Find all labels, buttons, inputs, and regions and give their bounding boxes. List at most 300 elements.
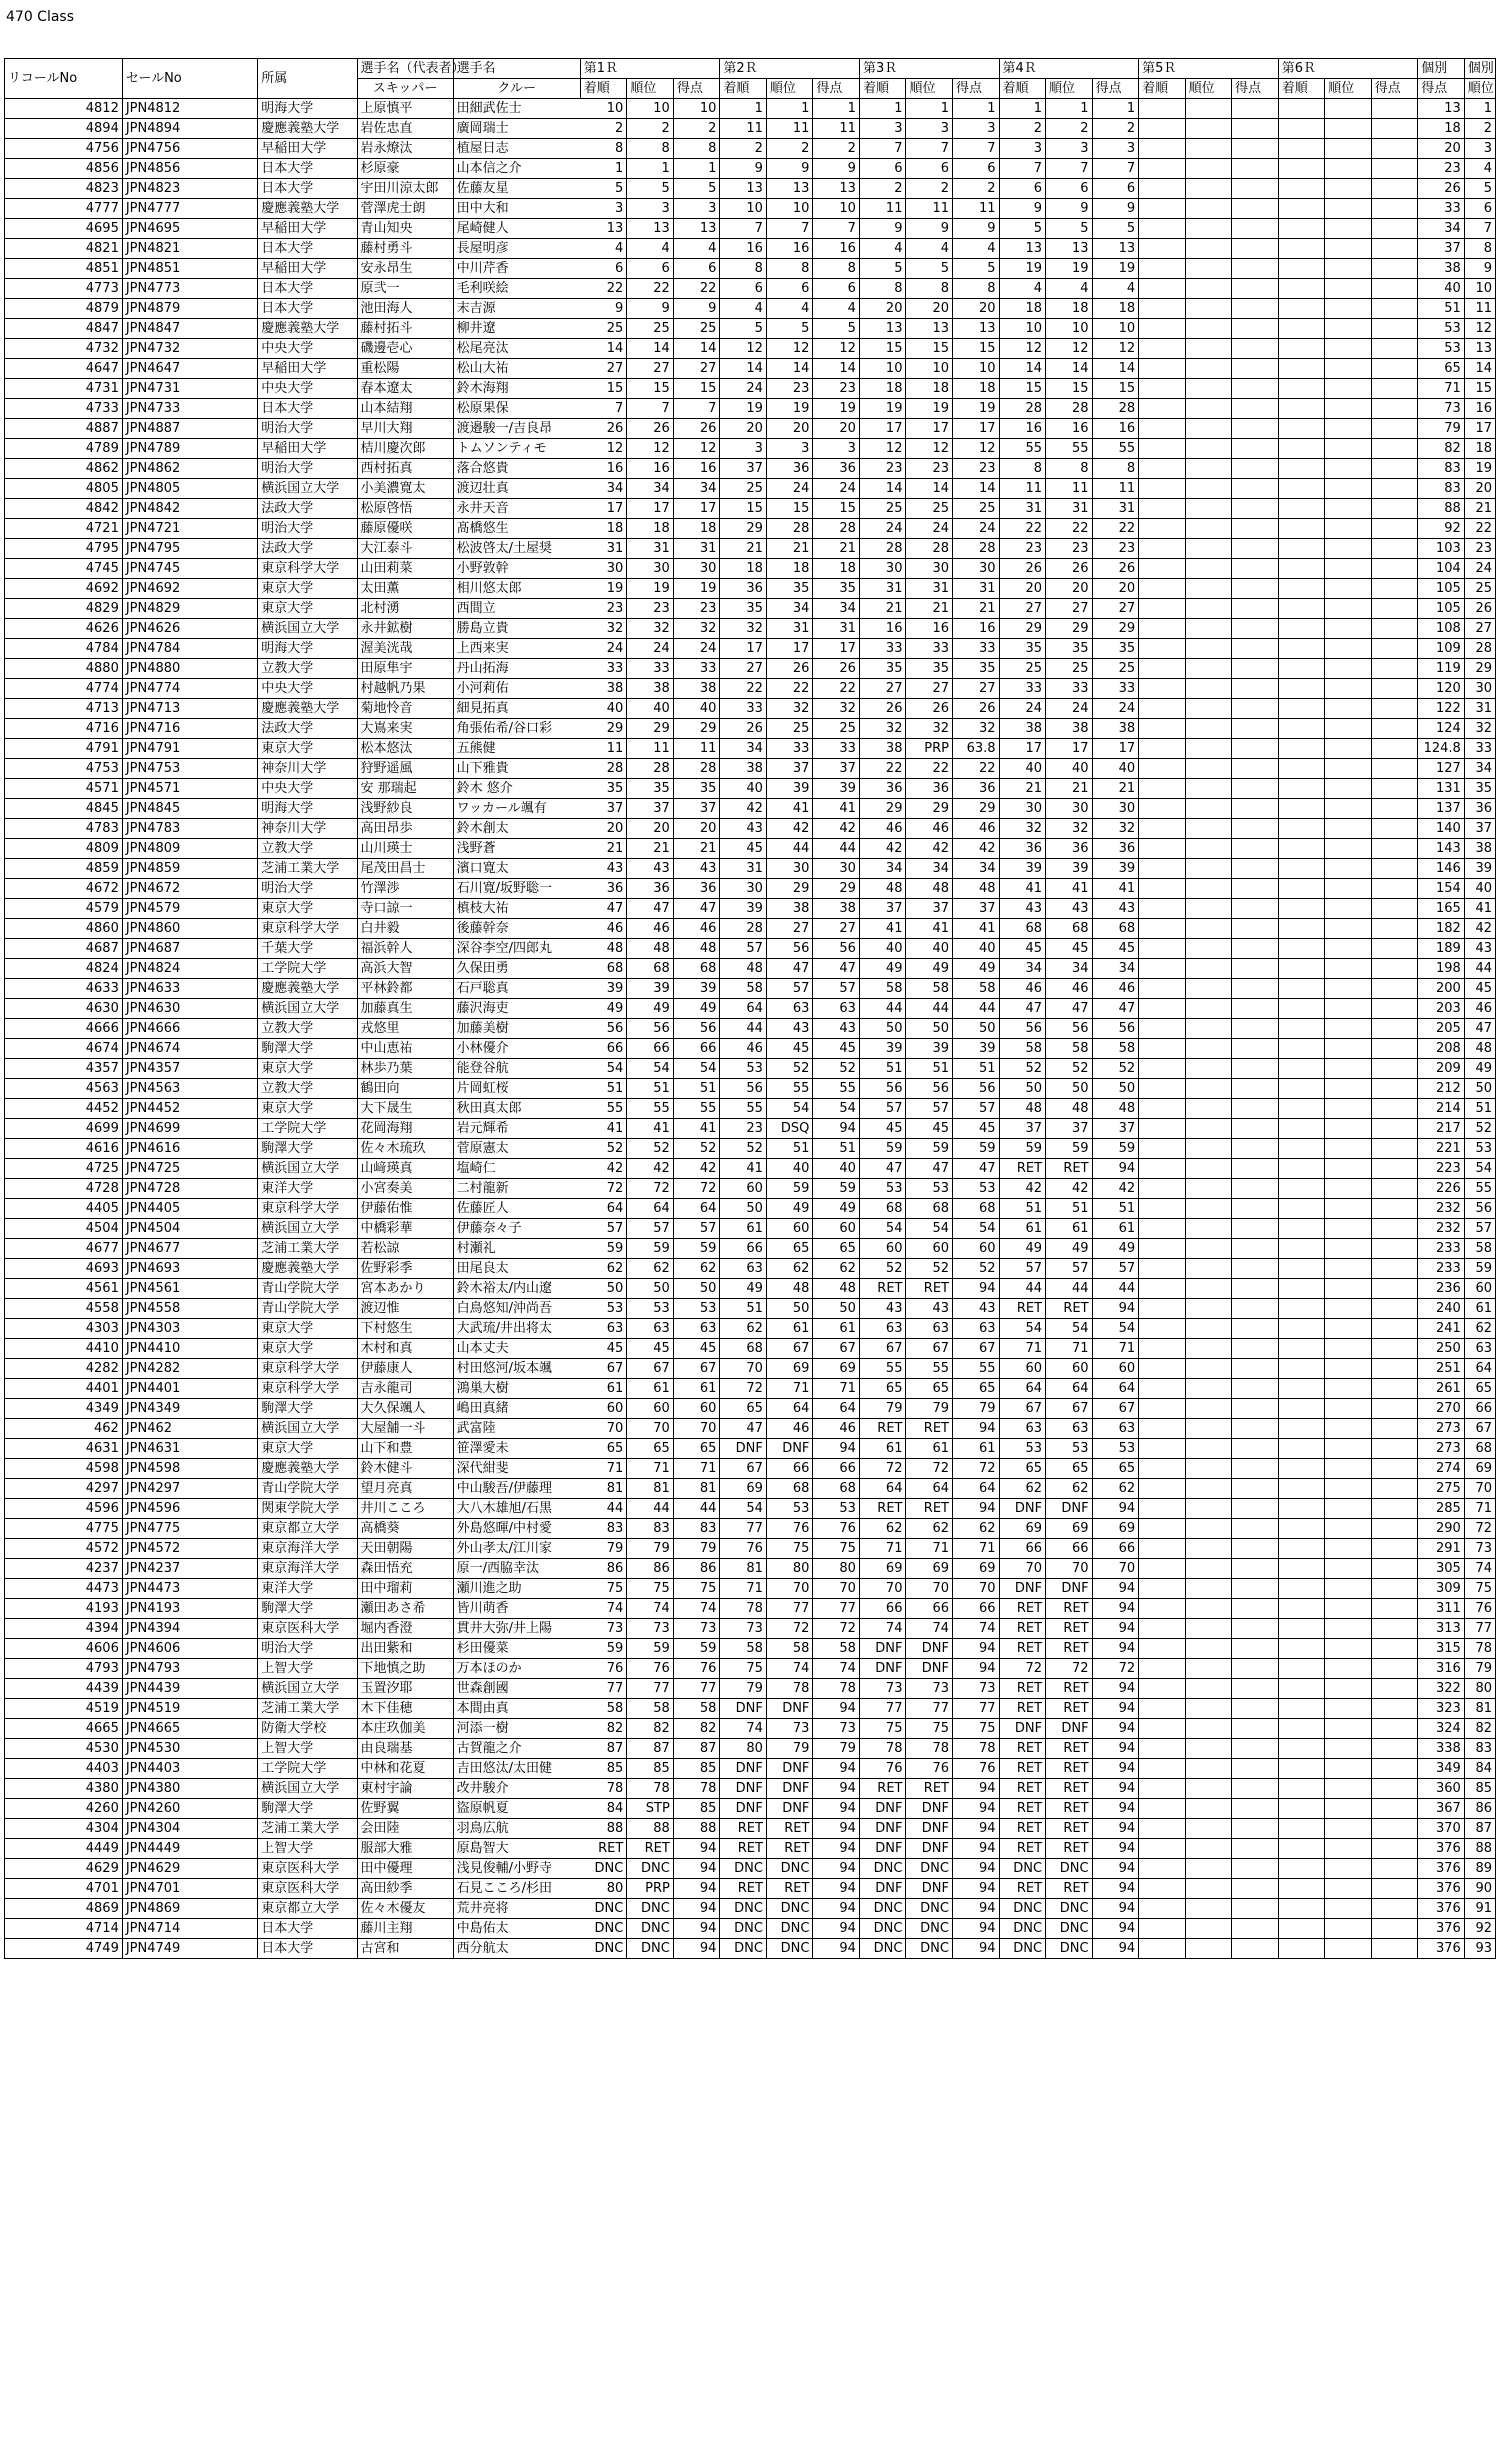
total-points-cell: 240	[1418, 1299, 1465, 1319]
race-6-points-cell	[1371, 339, 1418, 359]
race-3-points-cell: 25	[952, 499, 999, 519]
skipper-cell: 寺口諒一	[357, 899, 453, 919]
race-4-points-cell: 49	[1092, 1239, 1139, 1259]
table-row	[5, 859, 1496, 879]
race-3-place-cell: 8	[906, 279, 953, 299]
race-3-finish-cell: 38	[859, 739, 906, 759]
race-2-finish-cell: 81	[720, 1559, 767, 1579]
sail-no-cell: JPN4699	[122, 1119, 257, 1139]
race-4-place-cell: 45	[1046, 939, 1093, 959]
race-5-place-cell	[1185, 939, 1232, 959]
race-3-points-cell: 74	[952, 1619, 999, 1639]
total-points-cell: 124.8	[1418, 739, 1465, 759]
race-5-points-cell	[1232, 1679, 1279, 1699]
total-points-cell: 261	[1418, 1379, 1465, 1399]
race-5-points-cell	[1232, 1559, 1279, 1579]
race-6-points-cell	[1371, 679, 1418, 699]
race-5-place-cell	[1185, 139, 1232, 159]
race-4-place-cell: DNC	[1046, 1899, 1093, 1919]
race-4-finish-cell: 16	[999, 419, 1046, 439]
sail-no-cell: JPN4405	[122, 1199, 257, 1219]
race-1-points-cell: 72	[673, 1179, 720, 1199]
race-2-finish-cell: 19	[720, 399, 767, 419]
race-3-place-cell: 21	[906, 599, 953, 619]
race-1-place-cell: 33	[627, 659, 674, 679]
crew-cell: 吉田悠汰/太田健	[453, 1759, 580, 1779]
race-2-place-cell: 18	[766, 559, 813, 579]
race-2-place-cell: DSQ	[766, 1119, 813, 1139]
race-1-points-cell: 59	[673, 1639, 720, 1659]
race-1-finish-cell: 83	[580, 1519, 627, 1539]
race-1-finish-cell: 66	[580, 1039, 627, 1059]
race-1-place-cell: 83	[627, 1519, 674, 1539]
race-4-finish-cell: RET	[999, 1739, 1046, 1759]
race-3-place-cell: 49	[906, 959, 953, 979]
race-1-place-cell: 30	[627, 559, 674, 579]
race-4-place-cell: RET	[1046, 1779, 1093, 1799]
race-6-points-cell	[1371, 639, 1418, 659]
race-3-points-cell: 53	[952, 1179, 999, 1199]
race-3-points-cell: 67	[952, 1339, 999, 1359]
race-1-finish-cell: 26	[580, 419, 627, 439]
recall-no-cell: 4380	[5, 1779, 123, 1799]
race-3-place-cell: 7	[906, 139, 953, 159]
race-1-place-cell: 6	[627, 259, 674, 279]
table-row	[5, 1259, 1496, 1279]
race-5-points-cell	[1232, 1059, 1279, 1079]
race-6-finish-cell	[1278, 1279, 1325, 1299]
race-2-points-cell: 40	[813, 1159, 860, 1179]
recall-no-cell: 4732	[5, 339, 123, 359]
total-points-cell: 290	[1418, 1519, 1465, 1539]
recall-no-cell: 4297	[5, 1479, 123, 1499]
affiliation-cell: 横浜国立大学	[258, 1159, 357, 1179]
recall-no-cell: 4775	[5, 1519, 123, 1539]
race-3-place-cell: DNF	[906, 1639, 953, 1659]
recall-no-cell: 4749	[5, 1939, 123, 1959]
sail-no-cell: JPN4357	[122, 1059, 257, 1079]
race-5-finish-cell	[1139, 1199, 1186, 1219]
skipper-cell: 佐野彩季	[357, 1259, 453, 1279]
sail-no-cell: JPN4823	[122, 179, 257, 199]
header-total-sub-1: 得点	[1418, 79, 1465, 99]
race-4-points-cell: 69	[1092, 1519, 1139, 1539]
race-5-finish-cell	[1139, 479, 1186, 499]
race-2-finish-cell: 37	[720, 459, 767, 479]
race-5-points-cell	[1232, 299, 1279, 319]
race-2-finish-cell: 3	[720, 439, 767, 459]
race-5-place-cell	[1185, 1219, 1232, 1239]
table-row	[5, 899, 1496, 919]
total-points-cell: 349	[1418, 1759, 1465, 1779]
race-6-finish-cell	[1278, 539, 1325, 559]
race-4-finish-cell: 37	[999, 1119, 1046, 1139]
sail-no-cell: JPN4713	[122, 699, 257, 719]
skipper-cell: 高田紗季	[357, 1879, 453, 1899]
race-6-points-cell	[1371, 179, 1418, 199]
race-1-finish-cell: 58	[580, 1699, 627, 1719]
race-3-points-cell: 30	[952, 559, 999, 579]
race-6-points-cell	[1371, 1919, 1418, 1939]
race-4-finish-cell: 71	[999, 1339, 1046, 1359]
race-2-finish-cell: 68	[720, 1339, 767, 1359]
affiliation-cell: 関東学院大学	[258, 1499, 357, 1519]
overall-rank-cell: 44	[1464, 959, 1495, 979]
race-3-place-cell: 28	[906, 539, 953, 559]
race-5-points-cell	[1232, 359, 1279, 379]
header-race-1: 第1Ｒ	[580, 59, 720, 79]
race-1-finish-cell: 33	[580, 659, 627, 679]
race-1-finish-cell: 67	[580, 1359, 627, 1379]
overall-rank-cell: 78	[1464, 1639, 1495, 1659]
crew-cell: 貫井大弥/井上陽	[453, 1619, 580, 1639]
race-6-finish-cell	[1278, 1199, 1325, 1219]
race-2-place-cell: 75	[766, 1539, 813, 1559]
race-3-points-cell: 36	[952, 779, 999, 799]
affiliation-cell: 東京科学大学	[258, 1199, 357, 1219]
race-2-finish-cell: 55	[720, 1099, 767, 1119]
race-3-place-cell: 63	[906, 1319, 953, 1339]
affiliation-cell: 日本大学	[258, 279, 357, 299]
affiliation-cell: 日本大学	[258, 179, 357, 199]
race-5-finish-cell	[1139, 1139, 1186, 1159]
race-1-place-cell: 27	[627, 359, 674, 379]
race-6-place-cell	[1325, 279, 1372, 299]
skipper-cell: 狩野遥風	[357, 759, 453, 779]
race-2-place-cell: 64	[766, 1399, 813, 1419]
race-5-points-cell	[1232, 1239, 1279, 1259]
race-2-points-cell: 31	[813, 619, 860, 639]
race-6-place-cell	[1325, 419, 1372, 439]
skipper-cell: 会田陸	[357, 1819, 453, 1839]
skipper-cell: 大屋舗一斗	[357, 1419, 453, 1439]
affiliation-cell: 東京科学大学	[258, 919, 357, 939]
total-points-cell: 127	[1418, 759, 1465, 779]
race-4-finish-cell: RET	[999, 1639, 1046, 1659]
affiliation-cell: 慶應義塾大学	[258, 319, 357, 339]
race-2-place-cell: 35	[766, 579, 813, 599]
table-row	[5, 1319, 1496, 1339]
race-3-place-cell: 69	[906, 1559, 953, 1579]
race-1-place-cell: 42	[627, 1159, 674, 1179]
race-5-points-cell	[1232, 1099, 1279, 1119]
race-6-finish-cell	[1278, 1179, 1325, 1199]
affiliation-cell: 日本大学	[258, 159, 357, 179]
race-6-place-cell	[1325, 679, 1372, 699]
race-3-finish-cell: 48	[859, 879, 906, 899]
table-row	[5, 1299, 1496, 1319]
race-4-finish-cell: 47	[999, 999, 1046, 1019]
race-5-finish-cell	[1139, 219, 1186, 239]
race-2-place-cell: 29	[766, 879, 813, 899]
race-1-finish-cell: DNC	[580, 1919, 627, 1939]
race-6-points-cell	[1371, 1899, 1418, 1919]
skipper-cell: 藤村勇斗	[357, 239, 453, 259]
race-4-place-cell: 61	[1046, 1219, 1093, 1239]
overall-rank-cell: 74	[1464, 1559, 1495, 1579]
header-race-6-sub-1: 着順	[1278, 79, 1325, 99]
race-6-finish-cell	[1278, 659, 1325, 679]
race-3-place-cell: 5	[906, 259, 953, 279]
race-2-points-cell: 35	[813, 579, 860, 599]
race-5-finish-cell	[1139, 719, 1186, 739]
race-1-place-cell: 22	[627, 279, 674, 299]
race-4-points-cell: 40	[1092, 759, 1139, 779]
race-3-finish-cell: 30	[859, 559, 906, 579]
race-5-finish-cell	[1139, 1619, 1186, 1639]
race-4-points-cell: 71	[1092, 1339, 1139, 1359]
race-5-points-cell	[1232, 1659, 1279, 1679]
race-6-points-cell	[1371, 1339, 1418, 1359]
race-3-finish-cell: 3	[859, 119, 906, 139]
race-3-place-cell: 24	[906, 519, 953, 539]
race-1-points-cell: 18	[673, 519, 720, 539]
affiliation-cell: 法政大学	[258, 499, 357, 519]
sail-no-cell: JPN4380	[122, 1779, 257, 1799]
overall-rank-cell: 48	[1464, 1039, 1495, 1059]
race-1-place-cell: 19	[627, 579, 674, 599]
race-3-points-cell: 47	[952, 1159, 999, 1179]
table-row	[5, 1459, 1496, 1479]
race-6-place-cell	[1325, 639, 1372, 659]
race-1-points-cell: 40	[673, 699, 720, 719]
race-6-finish-cell	[1278, 1139, 1325, 1159]
total-points-cell: 105	[1418, 599, 1465, 619]
race-1-points-cell: 79	[673, 1539, 720, 1559]
race-3-points-cell: 18	[952, 379, 999, 399]
total-points-cell: 26	[1418, 179, 1465, 199]
skipper-cell: 上原慎平	[357, 99, 453, 119]
race-4-finish-cell: RET	[999, 1799, 1046, 1819]
race-6-points-cell	[1371, 1859, 1418, 1879]
race-4-points-cell: 94	[1092, 1919, 1139, 1939]
skipper-cell: 藤村拓斗	[357, 319, 453, 339]
race-6-points-cell	[1371, 1059, 1418, 1079]
race-1-finish-cell: 5	[580, 179, 627, 199]
race-4-place-cell: RET	[1046, 1679, 1093, 1699]
race-4-finish-cell: 11	[999, 479, 1046, 499]
skipper-cell: 宇田川涼太郎	[357, 179, 453, 199]
race-4-place-cell: 38	[1046, 719, 1093, 739]
race-1-finish-cell: 55	[580, 1099, 627, 1119]
race-3-finish-cell: RET	[859, 1419, 906, 1439]
total-points-cell: 275	[1418, 1479, 1465, 1499]
race-4-points-cell: 94	[1092, 1639, 1139, 1659]
race-2-points-cell: 41	[813, 799, 860, 819]
race-1-place-cell: 88	[627, 1819, 674, 1839]
skipper-cell: 若松諒	[357, 1239, 453, 1259]
crew-cell: 中島佑太	[453, 1919, 580, 1939]
race-4-place-cell: 4	[1046, 279, 1093, 299]
race-1-place-cell: 12	[627, 439, 674, 459]
race-3-place-cell: 58	[906, 979, 953, 999]
race-4-points-cell: 60	[1092, 1359, 1139, 1379]
race-3-points-cell: 7	[952, 139, 999, 159]
total-points-cell: 182	[1418, 919, 1465, 939]
race-2-finish-cell: 22	[720, 679, 767, 699]
race-5-finish-cell	[1139, 319, 1186, 339]
skipper-cell: 青山知央	[357, 219, 453, 239]
race-2-finish-cell: 58	[720, 979, 767, 999]
total-points-cell: 360	[1418, 1779, 1465, 1799]
race-1-finish-cell: 25	[580, 319, 627, 339]
race-5-points-cell	[1232, 319, 1279, 339]
race-6-place-cell	[1325, 1679, 1372, 1699]
race-4-points-cell: 94	[1092, 1799, 1139, 1819]
overall-rank-cell: 20	[1464, 479, 1495, 499]
skipper-cell: 高橋葵	[357, 1519, 453, 1539]
table-row	[5, 299, 1496, 319]
race-6-place-cell	[1325, 299, 1372, 319]
table-row	[5, 1019, 1496, 1039]
race-3-place-cell: 73	[906, 1679, 953, 1699]
race-4-points-cell: 23	[1092, 539, 1139, 559]
skipper-cell: 瀬田あさ希	[357, 1599, 453, 1619]
affiliation-cell: 明治大学	[258, 1639, 357, 1659]
race-2-place-cell: DNC	[766, 1899, 813, 1919]
race-2-finish-cell: 1	[720, 99, 767, 119]
race-1-finish-cell: 30	[580, 559, 627, 579]
sail-no-cell: JPN4728	[122, 1179, 257, 1199]
race-3-points-cell: 94	[952, 1279, 999, 1299]
race-5-points-cell	[1232, 1919, 1279, 1939]
sail-no-cell: JPN4784	[122, 639, 257, 659]
race-1-points-cell: 21	[673, 839, 720, 859]
race-6-points-cell	[1371, 1439, 1418, 1459]
race-5-place-cell	[1185, 99, 1232, 119]
race-2-points-cell: 56	[813, 939, 860, 959]
race-1-place-cell: 2	[627, 119, 674, 139]
crew-cell: 荒井亮将	[453, 1899, 580, 1919]
race-3-points-cell: 77	[952, 1699, 999, 1719]
race-2-points-cell: 94	[813, 1699, 860, 1719]
race-5-place-cell	[1185, 239, 1232, 259]
race-3-place-cell: 78	[906, 1739, 953, 1759]
affiliation-cell: 千葉大学	[258, 939, 357, 959]
table-row	[5, 1499, 1496, 1519]
race-5-place-cell	[1185, 1719, 1232, 1739]
race-6-points-cell	[1371, 1759, 1418, 1779]
race-2-place-cell: 71	[766, 1379, 813, 1399]
race-5-points-cell	[1232, 1639, 1279, 1659]
race-5-place-cell	[1185, 379, 1232, 399]
race-6-place-cell	[1325, 1919, 1372, 1939]
race-1-points-cell: 94	[673, 1939, 720, 1959]
race-2-place-cell: 63	[766, 999, 813, 1019]
recall-no-cell: 4558	[5, 1299, 123, 1319]
race-4-place-cell: DNC	[1046, 1939, 1093, 1959]
race-4-points-cell: 58	[1092, 1039, 1139, 1059]
race-6-points-cell	[1371, 879, 1418, 899]
race-5-points-cell	[1232, 199, 1279, 219]
race-6-finish-cell	[1278, 1819, 1325, 1839]
race-2-place-cell: 40	[766, 1159, 813, 1179]
race-1-place-cell: 52	[627, 1139, 674, 1159]
race-5-place-cell	[1185, 1119, 1232, 1139]
race-2-finish-cell: DNC	[720, 1859, 767, 1879]
crew-cell: 河添一樹	[453, 1719, 580, 1739]
race-6-finish-cell	[1278, 1879, 1325, 1899]
race-4-place-cell: 48	[1046, 1099, 1093, 1119]
race-2-points-cell: 50	[813, 1299, 860, 1319]
race-3-points-cell: 78	[952, 1739, 999, 1759]
race-5-finish-cell	[1139, 1019, 1186, 1039]
table-row	[5, 1239, 1496, 1259]
race-2-points-cell: 58	[813, 1639, 860, 1659]
sail-no-cell: JPN4725	[122, 1159, 257, 1179]
race-4-place-cell: 46	[1046, 979, 1093, 999]
race-2-place-cell: 57	[766, 979, 813, 999]
race-2-place-cell: DNC	[766, 1859, 813, 1879]
race-2-points-cell: 14	[813, 359, 860, 379]
race-1-finish-cell: 10	[580, 99, 627, 119]
race-1-finish-cell: 86	[580, 1559, 627, 1579]
race-3-finish-cell: 60	[859, 1239, 906, 1259]
race-6-place-cell	[1325, 1399, 1372, 1419]
race-2-points-cell: 36	[813, 459, 860, 479]
affiliation-cell: 東京大学	[258, 1099, 357, 1119]
header-row-1	[5, 59, 1496, 79]
race-2-points-cell: 30	[813, 859, 860, 879]
sail-no-cell: JPN4596	[122, 1499, 257, 1519]
race-2-points-cell: 22	[813, 679, 860, 699]
race-1-finish-cell: DNC	[580, 1899, 627, 1919]
sail-no-cell: JPN4394	[122, 1619, 257, 1639]
overall-rank-cell: 13	[1464, 339, 1495, 359]
race-2-place-cell: 76	[766, 1519, 813, 1539]
table-row	[5, 1659, 1496, 1679]
race-1-place-cell: 40	[627, 699, 674, 719]
race-6-place-cell	[1325, 1099, 1372, 1119]
race-6-place-cell	[1325, 1279, 1372, 1299]
race-3-finish-cell: 58	[859, 979, 906, 999]
race-3-place-cell: DNF	[906, 1799, 953, 1819]
race-1-place-cell: 70	[627, 1419, 674, 1439]
race-2-finish-cell: 35	[720, 599, 767, 619]
race-5-place-cell	[1185, 1539, 1232, 1559]
race-3-finish-cell: 43	[859, 1299, 906, 1319]
race-3-points-cell: 65	[952, 1379, 999, 1399]
overall-rank-cell: 56	[1464, 1199, 1495, 1219]
recall-no-cell: 4596	[5, 1499, 123, 1519]
race-3-finish-cell: DNC	[859, 1939, 906, 1959]
race-5-points-cell	[1232, 659, 1279, 679]
race-3-points-cell: 26	[952, 699, 999, 719]
race-1-points-cell: 94	[673, 1859, 720, 1879]
total-points-cell: 273	[1418, 1439, 1465, 1459]
race-3-finish-cell: 4	[859, 239, 906, 259]
table-row	[5, 1879, 1496, 1899]
table-row	[5, 279, 1496, 299]
race-4-place-cell: 21	[1046, 779, 1093, 799]
race-3-points-cell: 6	[952, 159, 999, 179]
race-1-place-cell: DNC	[627, 1859, 674, 1879]
crew-cell: 秋田真太郎	[453, 1099, 580, 1119]
table-row	[5, 499, 1496, 519]
race-6-place-cell	[1325, 1359, 1372, 1379]
total-points-cell: 189	[1418, 939, 1465, 959]
race-5-place-cell	[1185, 279, 1232, 299]
race-2-points-cell: 38	[813, 899, 860, 919]
race-3-points-cell: 76	[952, 1759, 999, 1779]
crew-cell: トムソンティモ	[453, 439, 580, 459]
total-points-cell: 376	[1418, 1839, 1465, 1859]
overall-rank-cell: 35	[1464, 779, 1495, 799]
race-4-place-cell: 49	[1046, 1239, 1093, 1259]
skipper-cell: 松原啓悟	[357, 499, 453, 519]
race-5-points-cell	[1232, 759, 1279, 779]
overall-rank-cell: 58	[1464, 1239, 1495, 1259]
